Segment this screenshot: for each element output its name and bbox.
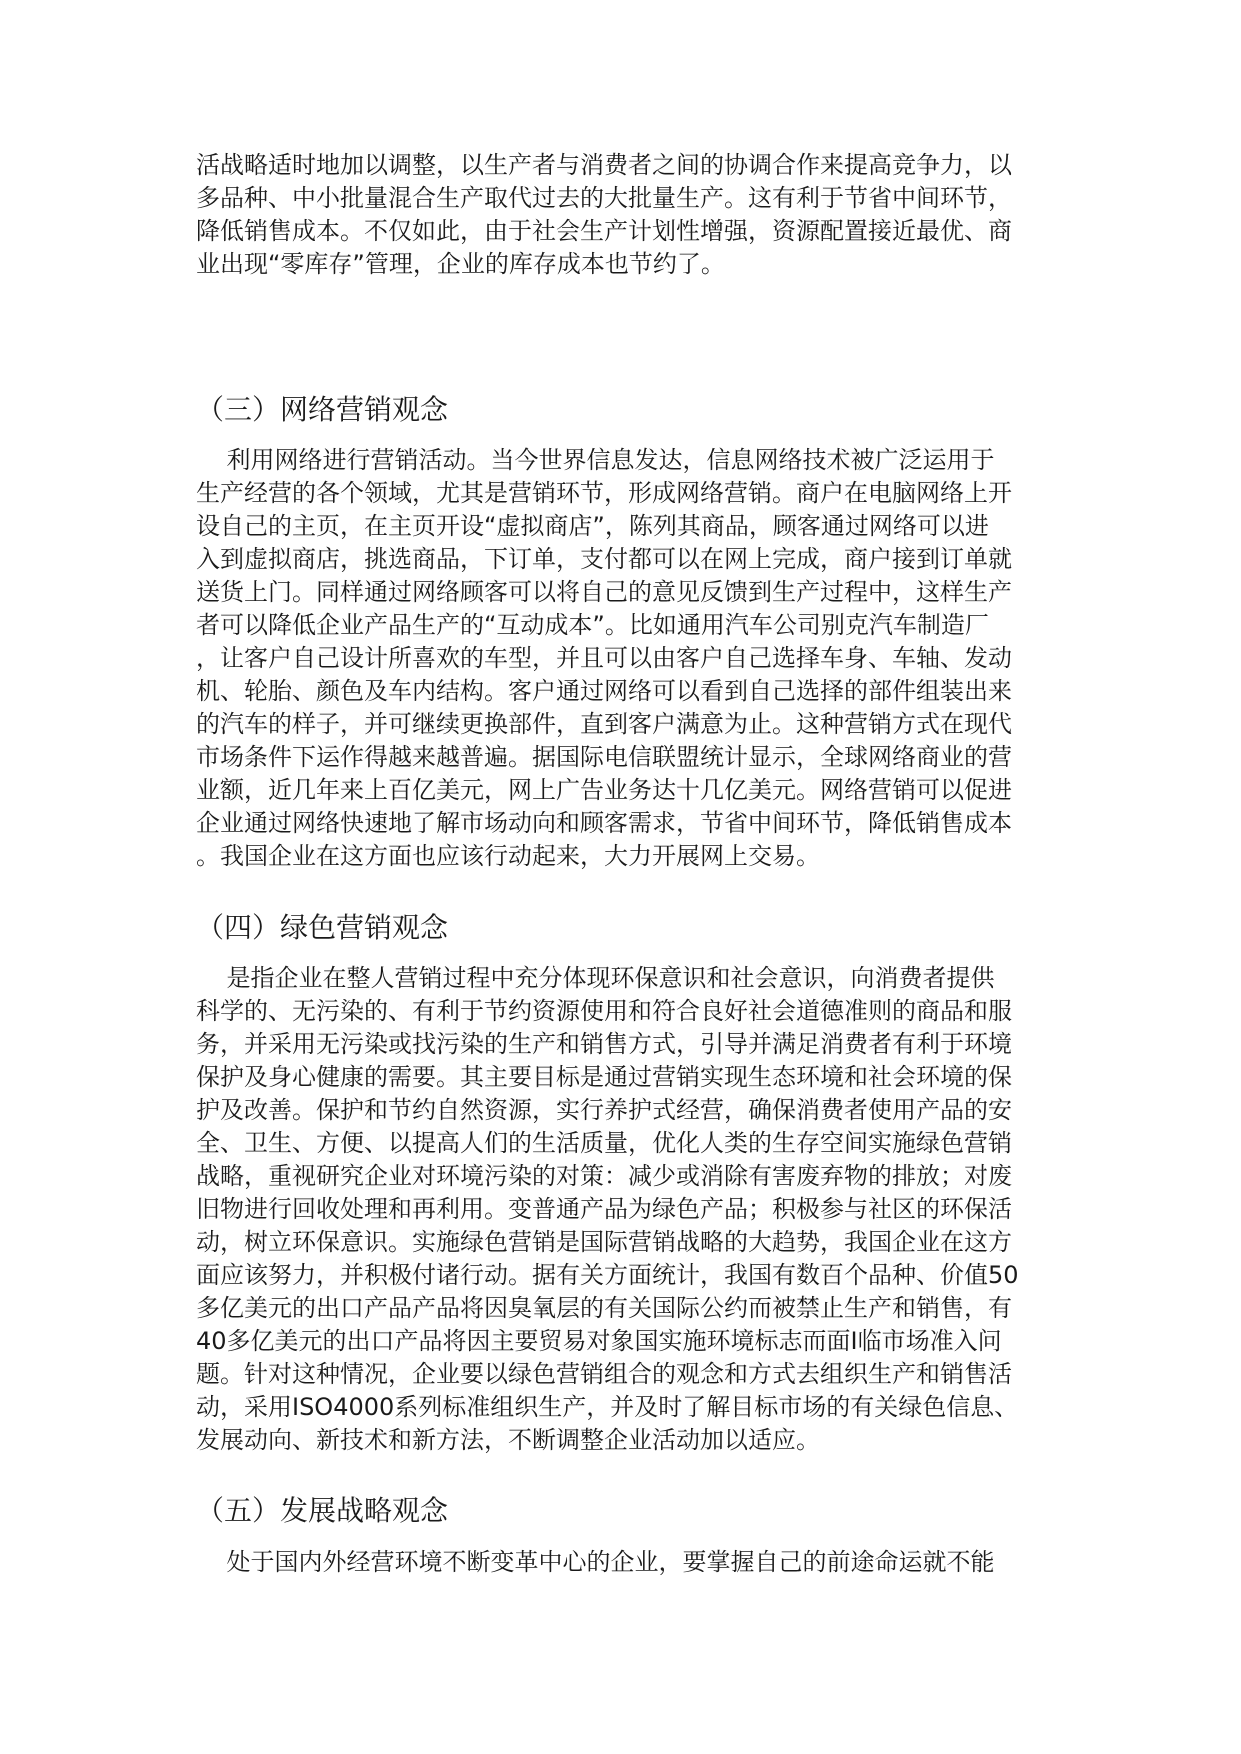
text-line: 活战略适时地加以调整，以生产者与消费者之间的协调合作来提高竞争力，以 <box>196 151 1012 179</box>
text-line: 业额，近几年来上百亿美元，网上广告业务达十几亿美元。网络营销可以促进 <box>196 776 1012 804</box>
text-line: 市场条件下运作得越来越普遍。据国际电信联盟统计显示，全球网络商业的营 <box>196 743 1012 771</box>
text-line: 题。针对这种情况，企业要以绿色营销组合的观念和方式去组织生产和销售活 <box>196 1360 1012 1388</box>
section-heading-network-marketing: （三）网络营销观念 <box>196 393 449 426</box>
text-line: 战略，重视研究企业对环境污染的对策：减少或消除有害废弃物的排放；对废 <box>196 1162 1012 1190</box>
text-line: 发展动向、新技术和新方法，不断调整企业活动加以适应。 <box>196 1426 820 1454</box>
paragraph-continuation <box>196 149 1046 281</box>
text-line: 护及改善。保护和节约自然资源，实行养护式经营，确保消费者使用产品的安 <box>196 1096 1012 1124</box>
text-line: 降低销售成本。不仅如此，由于社会生产计划性增强，资源配置接近最优、商 <box>196 217 1012 245</box>
text-line: 旧物进行回收处理和再利用。变普通产品为绿色产品；积极参与社区的环保活 <box>196 1195 1012 1223</box>
text-line: 送货上门。同样通过网络顾客可以将自己的意见反馈到生产过程中，这样生产 <box>196 578 1012 606</box>
paragraph-development-strategy <box>196 1546 1046 1579</box>
text-line: 多亿美元的出口产品产品将因臭氧层的有关国际公约而被禁止生产和销售，有 <box>196 1294 1012 1322</box>
text-line: 利用网络进行营销活动。当今世界信息发达，信息网络技术被广泛运用于 <box>196 446 995 474</box>
text-line: 机、轮胎、颜色及车内结构。客户通过网络可以看到自己选择的部件组装出来 <box>196 677 1012 705</box>
text-line: 。我国企业在这方面也应该行动起来，大力开展网上交易。 <box>196 842 820 870</box>
text-line: 全、卫生、方便、以提高人们的生活质量，优化人类的生存空间实施绿色营销 <box>196 1129 1012 1157</box>
section-heading-green-marketing: （四）绿色营销观念 <box>196 911 449 944</box>
text-line: 务，并采用无污染或找污染的生产和销售方式，引导并满足消费者有利于环境 <box>196 1030 1012 1058</box>
text-line: 者可以降低企业产品生产的“互动成本”。比如通用汽车公司别克汽车制造厂 <box>196 611 989 639</box>
text-line: 面应该努力，并积极付诸行动。据有关方面统计，我国有数百个品种、价值50 <box>196 1261 1019 1289</box>
text-line: 多品种、中小批量混合生产取代过去的大批量生产。这有利于节省中间环节， <box>196 184 1012 212</box>
text-line: ，让客户自己设计所喜欢的车型，并且可以由客户自己选择车身、车轴、发动 <box>196 644 1012 672</box>
text-line: 科学的、无污染的、有利于节约资源使用和符合良好社会道德准则的商品和服 <box>196 997 1012 1025</box>
text-line: 入到虚拟商店，挑选商品，下订单，支付都可以在网上完成，商户接到订单就 <box>196 545 1012 573</box>
text-line: 动，采用ISO4000系列标准组织生产，并及时了解目标市场的有关绿色信息、 <box>196 1393 1019 1421</box>
section-heading-development-strategy: （五）发展战略观念 <box>196 1494 449 1527</box>
text-line: 的汽车的样子，并可继续更换部件，直到客户满意为止。这种营销方式在现代 <box>196 710 1012 738</box>
text-line: 是指企业在整人营销过程中充分体现环保意识和社会意识，向消费者提供 <box>196 964 995 992</box>
text-line: 企业通过网络快速地了解市场动向和顾客需求，节省中间环节，降低销售成本 <box>196 809 1012 837</box>
text-line: 业出现“零库存”管理，企业的库存成本也节约了。 <box>196 250 725 278</box>
text-line: 生产经营的各个领域，尤其是营销环节，形成网络营销。商户在电脑网络上开 <box>196 479 1012 507</box>
text-line: 设自己的主页，在主页开设“虚拟商店”，陈列其商品，顾客通过网络可以进 <box>196 512 989 540</box>
text-line: 保护及身心健康的需要。其主要目标是通过营销实现生态环境和社会环境的保 <box>196 1063 1012 1091</box>
text-line: 动，树立环保意识。实施绿色营销是国际营销战略的大趋势，我国企业在这方 <box>196 1228 1012 1256</box>
text-line: 40多亿美元的出口产品将因主要贸易对象国实施环境标志而面I临市场准入问 <box>196 1327 1002 1355</box>
paragraph-green-marketing <box>196 962 1046 1457</box>
paragraph-network-marketing <box>196 444 1046 873</box>
text-line: 处于国内外经营环境不断变革中心的企业，要掌握自己的前途命运就不能 <box>196 1548 995 1576</box>
